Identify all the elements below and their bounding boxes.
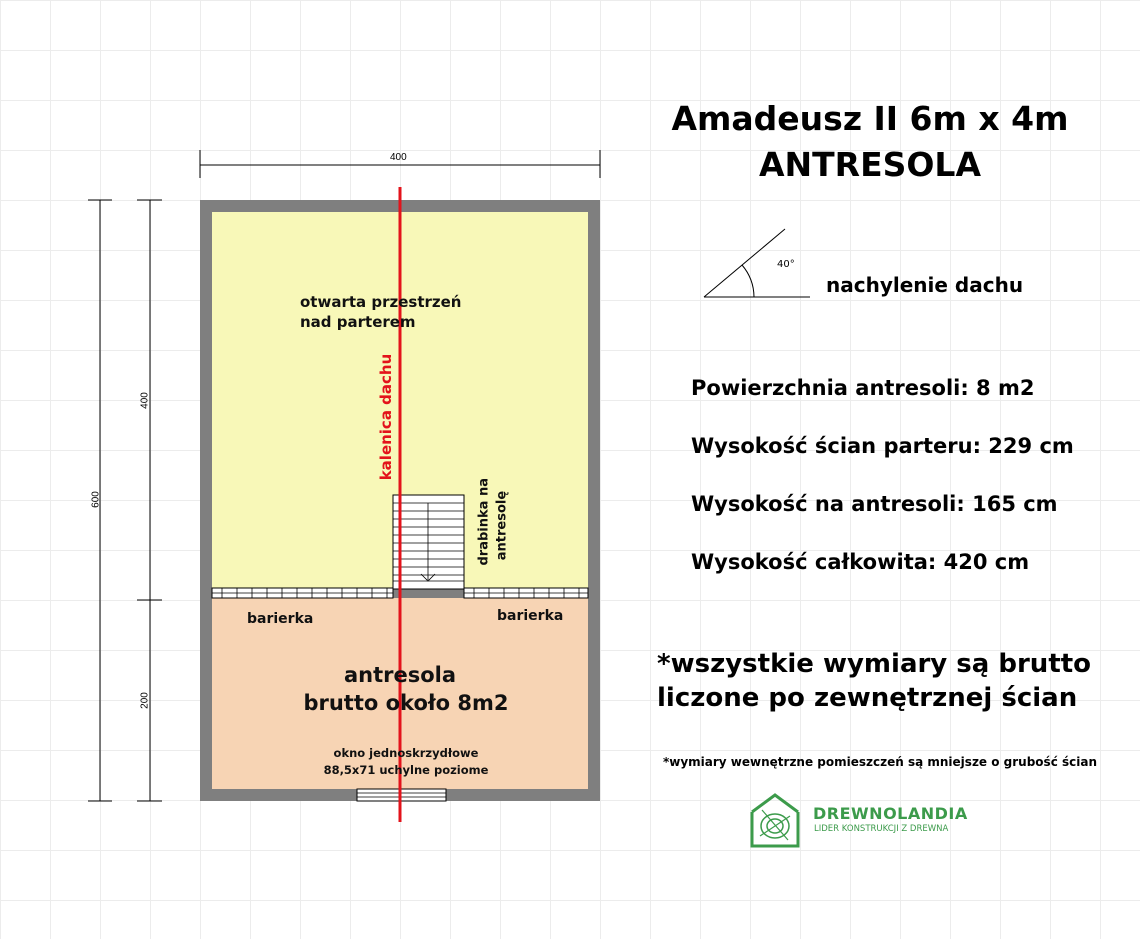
note-gross-line1: *wszystkie wymiary są brutto bbox=[657, 649, 1092, 679]
note-gross-line2: liczone po zewnętrznej ścian bbox=[657, 683, 1078, 713]
page-title: Amadeusz II 6m x 4m bbox=[671, 99, 1069, 138]
ridge-label: kalenica dachu bbox=[377, 353, 395, 481]
barrier-right-label: barierka bbox=[497, 608, 564, 624]
window-label-line2: 88,5x71 uchylne poziome bbox=[323, 763, 489, 777]
mezzanine-label-line2: brutto około 8m2 bbox=[303, 691, 509, 715]
spec-mezzanine-area: Powierzchnia antresoli: 8 m2 bbox=[691, 376, 1035, 400]
spec-mezzanine-height: Wysokość na antresoli: 165 cm bbox=[691, 492, 1058, 516]
dim-left-lower-label: 200 bbox=[139, 692, 151, 709]
mezzanine-label-line1: antresola bbox=[343, 663, 457, 687]
logo-name: DREWNOLANDIA bbox=[813, 804, 968, 823]
spec-total-height: Wysokość całkowita: 420 cm bbox=[691, 550, 1030, 574]
ladder bbox=[393, 495, 464, 589]
barrier-right bbox=[464, 588, 588, 598]
open-space-label-line2: nad parterem bbox=[300, 313, 416, 331]
dim-left-total-label: 600 bbox=[90, 491, 102, 508]
dimension-left-split bbox=[137, 200, 162, 801]
ladder-label-line1: drabinka na bbox=[476, 478, 492, 566]
note-internal-dimensions: *wymiary wewnętrzne pomieszczeń są mniejsze o grubość ścian bbox=[662, 755, 1097, 769]
dim-top-label: 400 bbox=[390, 152, 407, 163]
roof-angle-value: 40° bbox=[777, 259, 795, 270]
spec-ground-wall-height: Wysokość ścian parteru: 229 cm bbox=[691, 434, 1074, 458]
page-subtitle: ANTRESOLA bbox=[758, 145, 981, 184]
barrier-left bbox=[212, 588, 393, 598]
ladder-label-line2: antresolę bbox=[494, 490, 510, 561]
roof-pitch-label: nachylenie dachu bbox=[826, 273, 1024, 297]
dim-left-upper-label: 400 bbox=[139, 392, 151, 409]
logo-house-icon bbox=[752, 795, 798, 846]
window-label-line1: okno jednoskrzydłowe bbox=[333, 746, 479, 760]
barrier-left-label: barierka bbox=[247, 611, 314, 627]
logo-tagline: LIDER KONSTRUKCJI Z DREWNA bbox=[814, 824, 949, 834]
open-space-label-line1: otwarta przestrzeń bbox=[300, 293, 462, 311]
